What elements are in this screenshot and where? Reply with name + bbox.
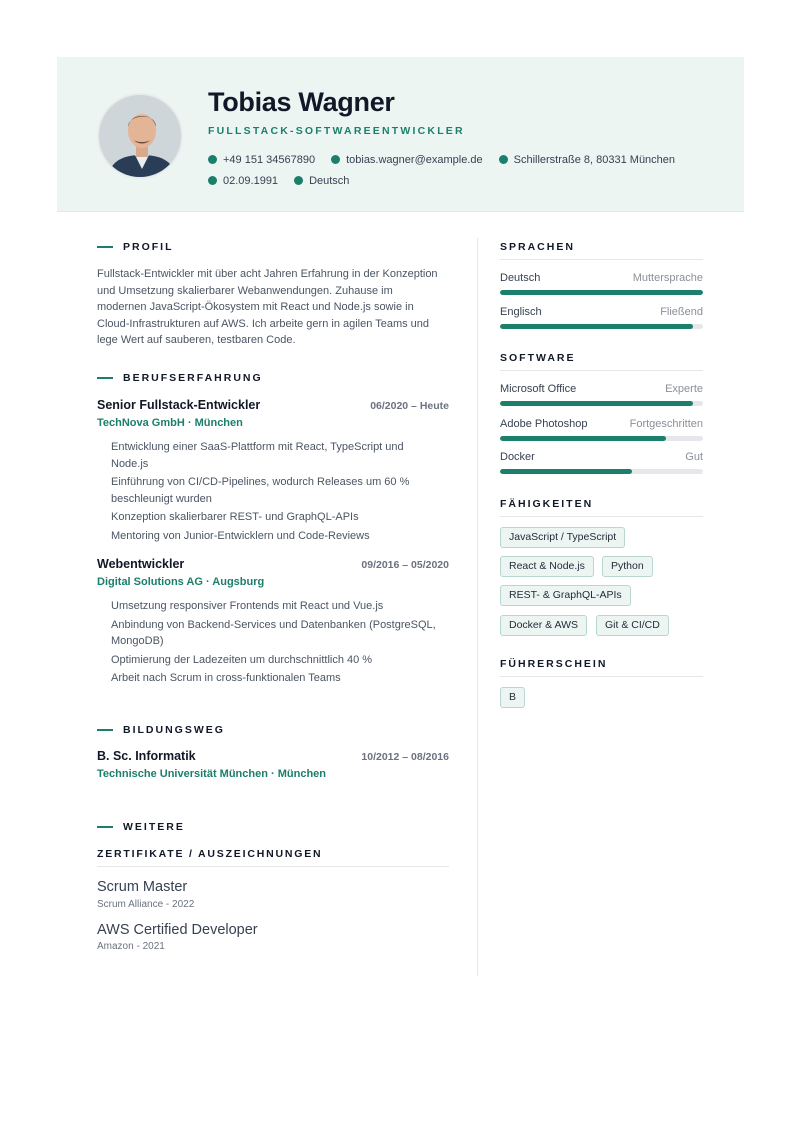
certificates-subtitle: ZERTIFIKATE / AUSZEICHNUNGEN (97, 848, 323, 860)
contact-birthdate: 02.09.1991 (208, 175, 278, 187)
skill-tag: JavaScript / TypeScript (500, 527, 625, 548)
contact-nationality: Deutsch (294, 175, 349, 187)
column-divider (477, 238, 478, 976)
education-date: 10/2012 – 08/2016 (361, 751, 449, 763)
skill-tag: Python (602, 556, 653, 577)
divider-line (500, 516, 703, 517)
skill-tag: React & Node.js (500, 556, 594, 577)
section-title-skills: FÄHIGKEITEN (500, 498, 594, 510)
divider-line (500, 676, 703, 677)
candidate-role: FULLSTACK-SOFTWAREENTWICKLER (208, 125, 465, 137)
skill-tag: Git & CI/CD (596, 615, 669, 636)
software-row: Microsoft Office Experte (500, 383, 703, 395)
bullet-dot-icon (499, 155, 508, 164)
job-company: Digital Solutions AG · Augsburg (97, 576, 265, 588)
person-portrait-icon (99, 95, 183, 179)
language-level-bar (500, 324, 703, 329)
job-title: Senior Fullstack-Entwickler (97, 398, 261, 412)
job-bullets (111, 439, 456, 546)
software-row: Adobe Photoshop Fortgeschritten (500, 418, 703, 430)
profile-photo (97, 93, 183, 179)
certificate-meta: Amazon - 2021 (97, 941, 165, 952)
license-tag: B (500, 687, 525, 708)
section-title-more: WEITERE (97, 821, 185, 833)
list-item: Anbindung von Backend-Services und Datenbanken (PostgreSQL, MongoDB) (111, 618, 436, 647)
bullet-dot-icon (294, 176, 303, 185)
contact-address: Schillerstraße 8, 80331 München (499, 154, 675, 166)
list-item: Konzeption skalierbarer REST- und GraphQL-APIs (111, 511, 359, 523)
software-level-bar (500, 401, 703, 406)
language-row: Englisch Fließend (500, 306, 703, 318)
contact-email: tobias.wagner@example.de (331, 154, 483, 166)
divider-line (97, 866, 449, 867)
list-item: Optimierung der Ladezeiten um durchschnittlich 40 % (111, 653, 373, 666)
certificate-name: Scrum Master (97, 879, 188, 895)
cv-header (57, 57, 744, 212)
candidate-name: Tobias Wagner (208, 87, 395, 117)
language-row: Deutsch Muttersprache (500, 272, 703, 284)
contact-info (208, 149, 728, 191)
education-school: Technische Universität München · München (97, 768, 326, 780)
list-item: Umsetzung responsiver Frontends mit React und Vue.js (111, 600, 384, 612)
job-date: 06/2020 – Heute (370, 400, 449, 412)
section-title-education: BILDUNGSWEG (97, 724, 225, 736)
degree-title: B. Sc. Informatik (97, 749, 196, 763)
section-title-profile: PROFIL (97, 241, 174, 253)
list-item: Entwicklung einer SaaS-Plattform mit React, TypeScript und Node.js (111, 441, 404, 470)
divider-line (500, 259, 703, 260)
bullet-dot-icon (331, 155, 340, 164)
software-row: Docker Gut (500, 451, 703, 463)
skill-tag: REST- & GraphQL-APIs (500, 585, 631, 606)
skill-tag: Docker & AWS (500, 615, 587, 636)
job-bullets (111, 598, 456, 689)
section-title-license: FÜHRERSCHEIN (500, 658, 608, 670)
job-company: TechNova GmbH · München (97, 417, 243, 429)
job-date: 09/2016 – 05/2020 (361, 559, 449, 571)
job-title: Webentwickler (97, 557, 185, 571)
profile-summary: Fullstack-Entwickler mit über acht Jahren Erfahrung in der Konzeption und Umsetzung skalierbarer Webanwendungen. Zuhause im modernen JavaScript-Ökosystem mit React und Node.js sowie in Cloud-Infrastrukturen auf AWS. Ich arbeite gern in agilen Teams und lege Wert auf sauberen, testbaren Code. (97, 268, 438, 346)
divider-line (500, 370, 703, 371)
certificate-meta: Scrum Alliance - 2022 (97, 899, 195, 910)
section-title-languages: SPRACHEN (500, 241, 575, 253)
section-title-experience: BERUFSERFAHRUNG (97, 372, 263, 384)
contact-phone: +49 151 34567890 (208, 154, 315, 166)
section-title-software: SOFTWARE (500, 352, 576, 364)
list-item: Einführung von CI/CD-Pipelines, wodurch Releases um 60 % beschleunigt wurden (111, 476, 410, 505)
bullet-dot-icon (208, 155, 217, 164)
software-level-bar (500, 436, 703, 441)
bullet-dot-icon (208, 176, 217, 185)
certificate-name: AWS Certified Developer (97, 922, 258, 938)
list-item: Arbeit nach Scrum in cross-funktionalen Teams (111, 672, 341, 684)
list-item: Mentoring von Junior-Entwicklern und Code-Reviews (111, 529, 370, 542)
software-level-bar (500, 469, 703, 474)
language-level-bar (500, 290, 703, 295)
